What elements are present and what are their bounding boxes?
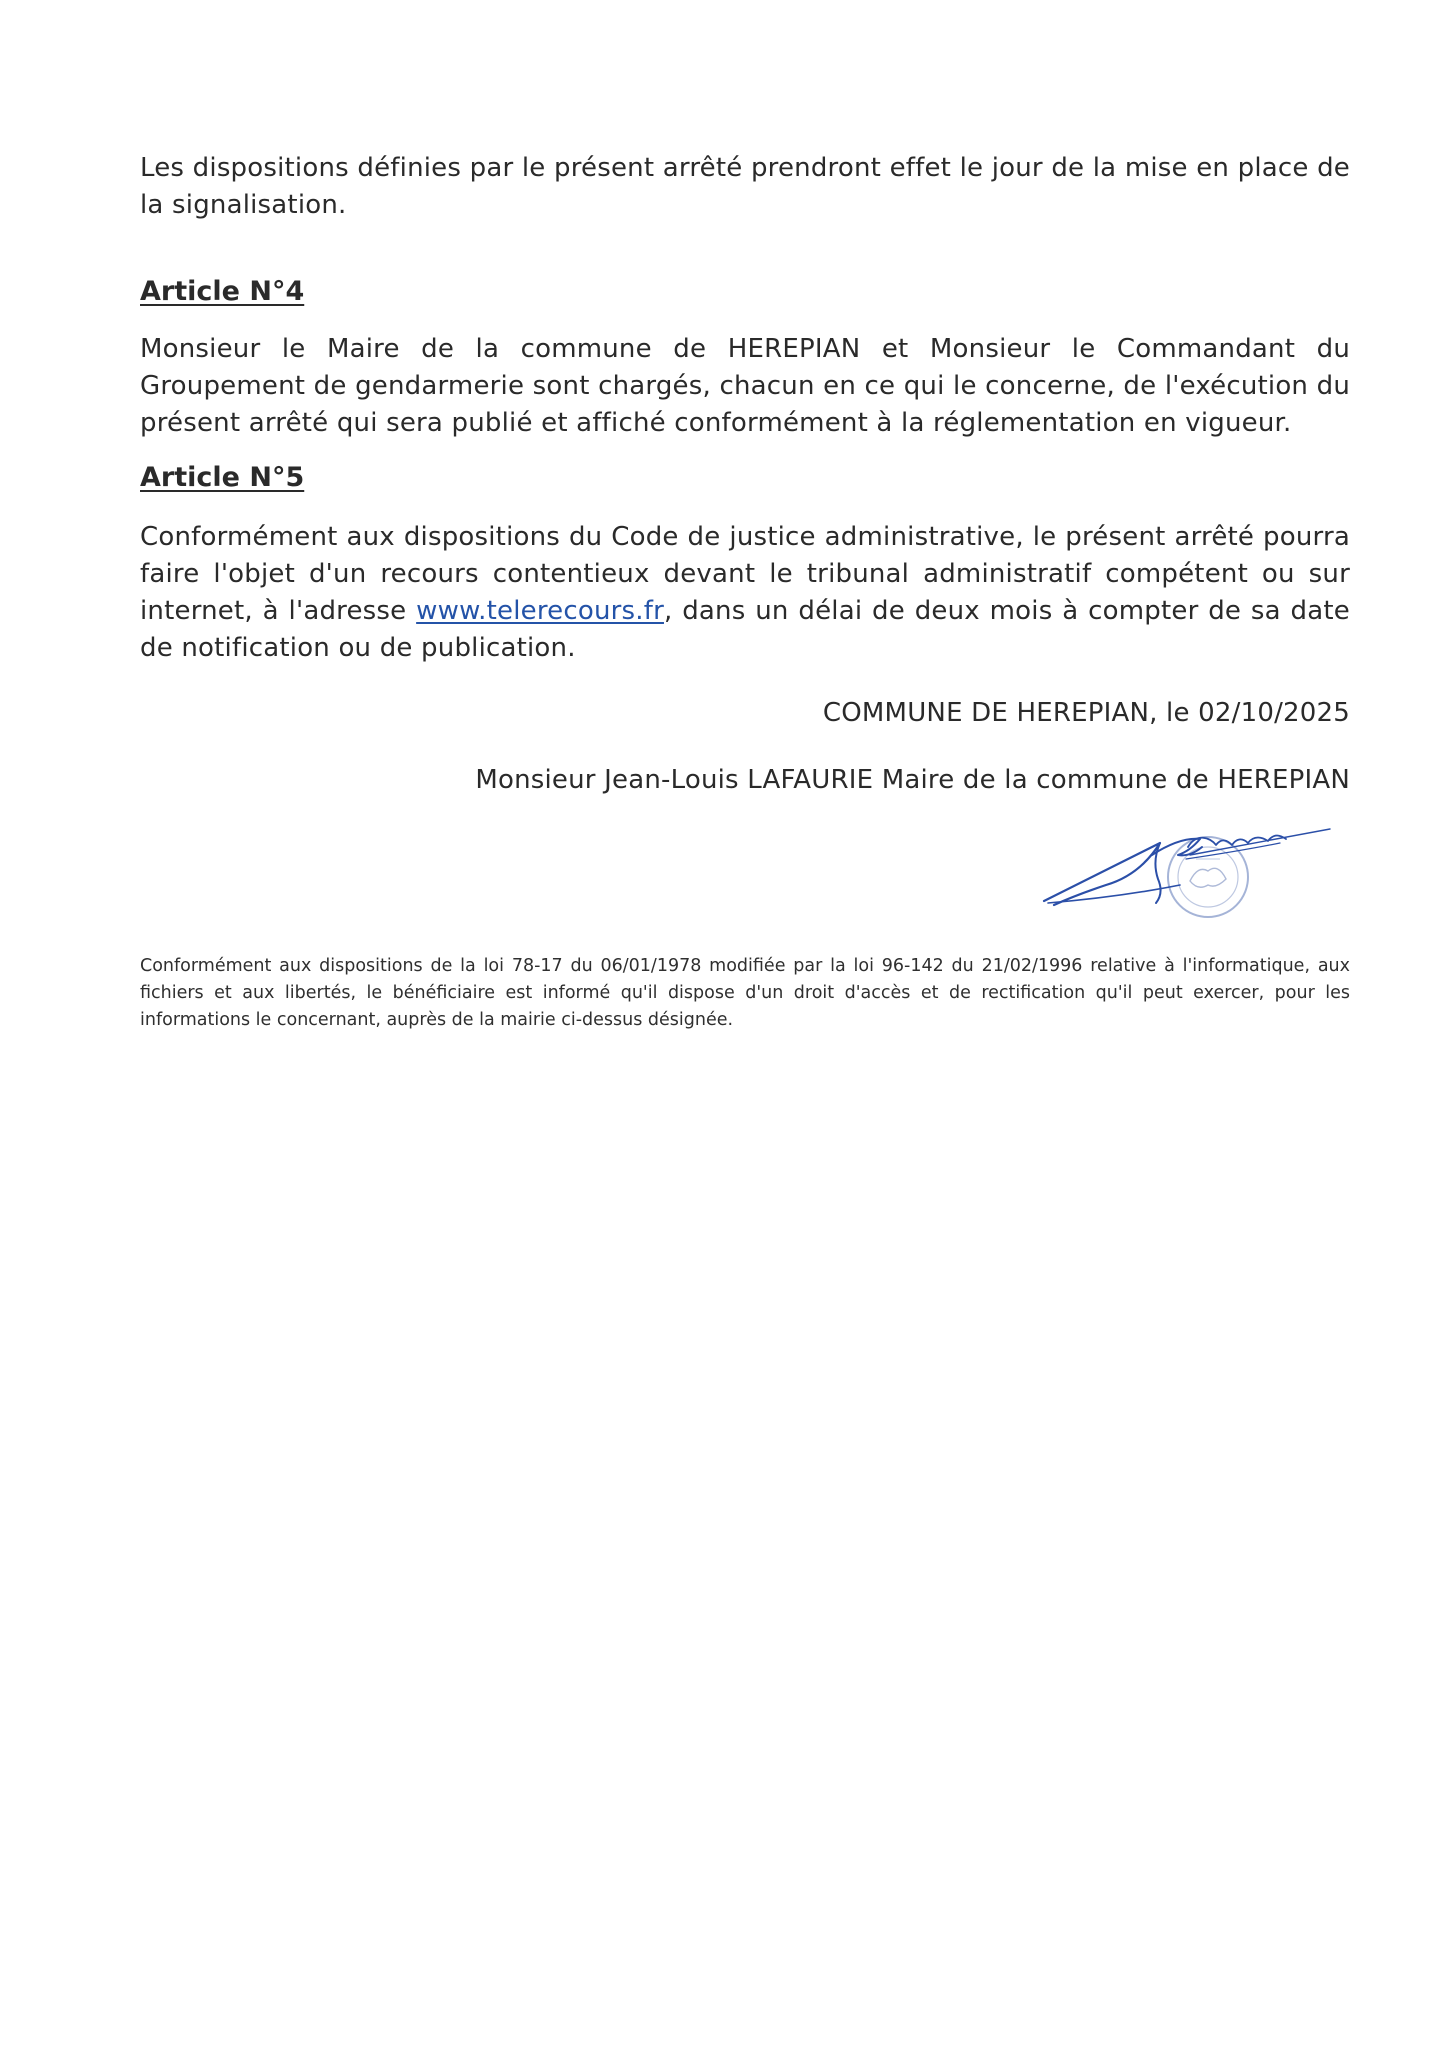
document-body — [140, 150, 1350, 1034]
article-5-text-after-link: , dans un délai de deux mois à compter de sa date de notification ou de publication. — [140, 596, 1350, 663]
article-4-heading: Article N°4 — [140, 276, 305, 307]
place-and-date: COMMUNE DE HEREPIAN, le 02/10/2025 — [822, 698, 1350, 728]
article-5-text — [140, 519, 1350, 667]
signature-and-stamp — [1040, 815, 1340, 935]
handwritten-signature — [1044, 829, 1330, 905]
mairie-stamp — [1168, 837, 1248, 917]
signatory-line: Monsieur Jean-Louis LAFAURIE Maire de la commune de HEREPIAN — [475, 765, 1350, 795]
signature-area — [140, 799, 1350, 949]
telerecours-link[interactable]: www.telerecours.fr — [416, 596, 664, 626]
data-protection-note: Conformément aux dispositions de la loi 78-17 du 06/01/1978 modifiée par la loi 96-142 du 21/02/1996 relative à l'informatique, aux fichiers et aux libertés, le bénéficiaire est informé qu'il dispose d'un droit d'accès et de rectification qu'il peut exercer, pour les informations le concernant, auprès de la mairie ci-dessus désignée. — [140, 956, 1350, 1030]
article-4-text: Monsieur le Maire de la commune de HEREPIAN et Monsieur le Commandant du Groupement de gendarmerie sont chargés, chacun en ce qui le concerne, de l'exécution du présent arrêté qui sera publié et affiché conformément à la réglementation en vigueur. — [140, 334, 1350, 438]
article-5-text-before-link: Conformément aux dispositions du Code de justice administrative, le présent arrêté pourra faire l'objet d'un recours contentieux devant le tribunal administratif compétent ou sur internet, à l'adresse — [140, 522, 1350, 626]
article-5-heading: Article N°5 — [140, 462, 305, 493]
intro-paragraph: Les dispositions définies par le présent arrêté prendront effet le jour de la mise en place de la signalisation. — [140, 153, 1350, 220]
